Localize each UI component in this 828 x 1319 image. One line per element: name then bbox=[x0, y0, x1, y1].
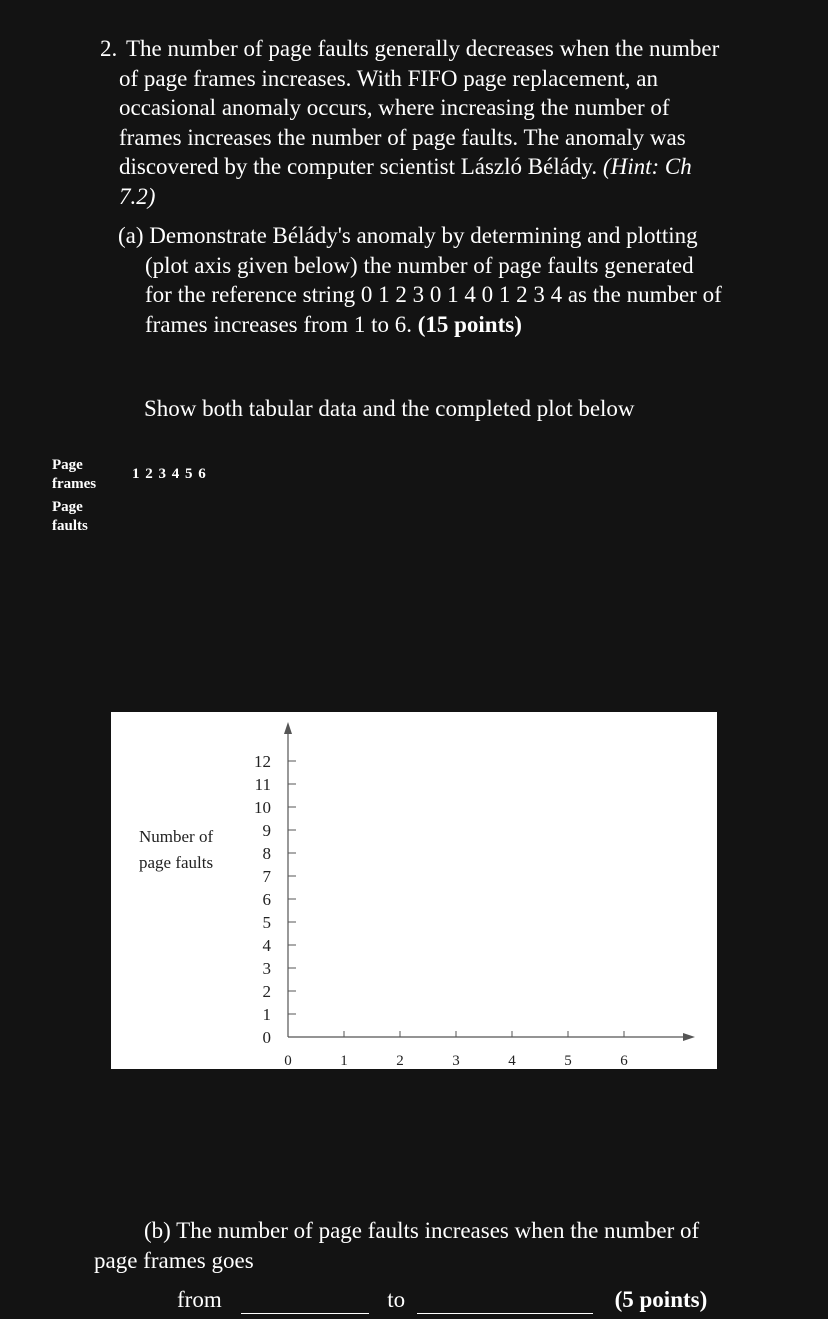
x-tick-label: 2 bbox=[396, 1053, 404, 1069]
to-label: to bbox=[387, 1287, 406, 1312]
question-text bbox=[100, 34, 790, 211]
page-frames-label-line: Page bbox=[52, 457, 83, 473]
y-tick-label: 9 bbox=[262, 821, 271, 840]
question-line: of page frames increases. With FIFO page replacement, an bbox=[119, 65, 658, 91]
x-tick-label: 1 bbox=[340, 1053, 348, 1069]
page-faults-label-line: Page bbox=[52, 499, 83, 515]
part-a-line bbox=[118, 310, 798, 340]
x-tick-label: 4 bbox=[508, 1053, 516, 1069]
y-tick-label: 11 bbox=[254, 775, 271, 794]
part-a-line: for the reference string 0 1 2 3 0 1 4 0 1 2 3 4 as the number of bbox=[145, 282, 722, 307]
part-a-points: (15 points) bbox=[417, 311, 522, 337]
y-axis-label-line1: Number of bbox=[139, 827, 214, 846]
from-label: from bbox=[177, 1287, 222, 1312]
part-b-line: page frames goes bbox=[94, 1248, 254, 1273]
y-tick-label: 5 bbox=[262, 913, 271, 932]
y-tick-label: 7 bbox=[262, 867, 271, 886]
part-a bbox=[118, 221, 798, 339]
y-tick-label: 3 bbox=[262, 959, 271, 978]
x-tick-label: 5 bbox=[564, 1053, 572, 1069]
y-tick-label: 8 bbox=[262, 844, 271, 863]
part-b-answer-line bbox=[177, 1287, 707, 1314]
from-blank[interactable] bbox=[241, 1287, 369, 1314]
question-line: frames increases the number of page faults. The anomaly was bbox=[119, 124, 686, 150]
question-number: 2. bbox=[100, 36, 118, 61]
question-line bbox=[100, 152, 790, 182]
part-b bbox=[94, 1216, 794, 1276]
question-line: The number of page faults generally decreases when the number bbox=[126, 36, 720, 61]
part-a-line: (plot axis given below) the number of page faults generated bbox=[145, 252, 694, 278]
hint: (Hint: Ch bbox=[602, 154, 692, 179]
x-axis-arrow bbox=[683, 1033, 695, 1041]
page-faults-label bbox=[52, 498, 88, 536]
part-a-line-text: frames increases from 1 to 6. bbox=[145, 311, 412, 337]
y-tick-label: 1 bbox=[262, 1005, 271, 1024]
to-blank[interactable] bbox=[417, 1287, 593, 1314]
x-tick-label: 3 bbox=[452, 1053, 460, 1069]
x-tick-label: 0 bbox=[284, 1053, 292, 1069]
question-line-text: discovered by the computer scientist László Bélády. bbox=[119, 154, 598, 179]
question-line: occasional anomaly occurs, where increasing the number of bbox=[119, 95, 670, 120]
page-faults-plot bbox=[111, 712, 717, 1069]
page-faults-label-line: faults bbox=[52, 518, 88, 534]
plot-area bbox=[111, 712, 717, 1069]
x-tick-label: 6 bbox=[620, 1053, 628, 1069]
page-frames-label bbox=[52, 456, 96, 494]
page-frames-label-line: frames bbox=[52, 476, 97, 492]
question-line bbox=[100, 182, 790, 212]
instruction-text: Show both tabular data and the completed plot below bbox=[144, 396, 635, 421]
part-b-line: (b) The number of page faults increases when the number of bbox=[144, 1218, 700, 1243]
part-b-points: (5 points) bbox=[614, 1287, 708, 1312]
y-tick-label: 10 bbox=[254, 798, 271, 817]
y-axis-label-line2: page faults bbox=[139, 853, 214, 872]
page-frames-values: 1 2 3 4 5 6 bbox=[132, 466, 207, 482]
y-tick-label: 2 bbox=[262, 982, 271, 1001]
y-axis-arrow bbox=[284, 722, 292, 734]
hint-continued: 7.2) bbox=[119, 183, 156, 209]
y-tick-label: 0 bbox=[262, 1028, 271, 1047]
part-a-line: (a) Demonstrate Bélády's anomaly by determining and plotting bbox=[118, 223, 698, 248]
y-tick-label: 6 bbox=[262, 890, 271, 909]
y-tick-label: 12 bbox=[254, 752, 271, 771]
y-tick-label: 4 bbox=[262, 936, 271, 955]
